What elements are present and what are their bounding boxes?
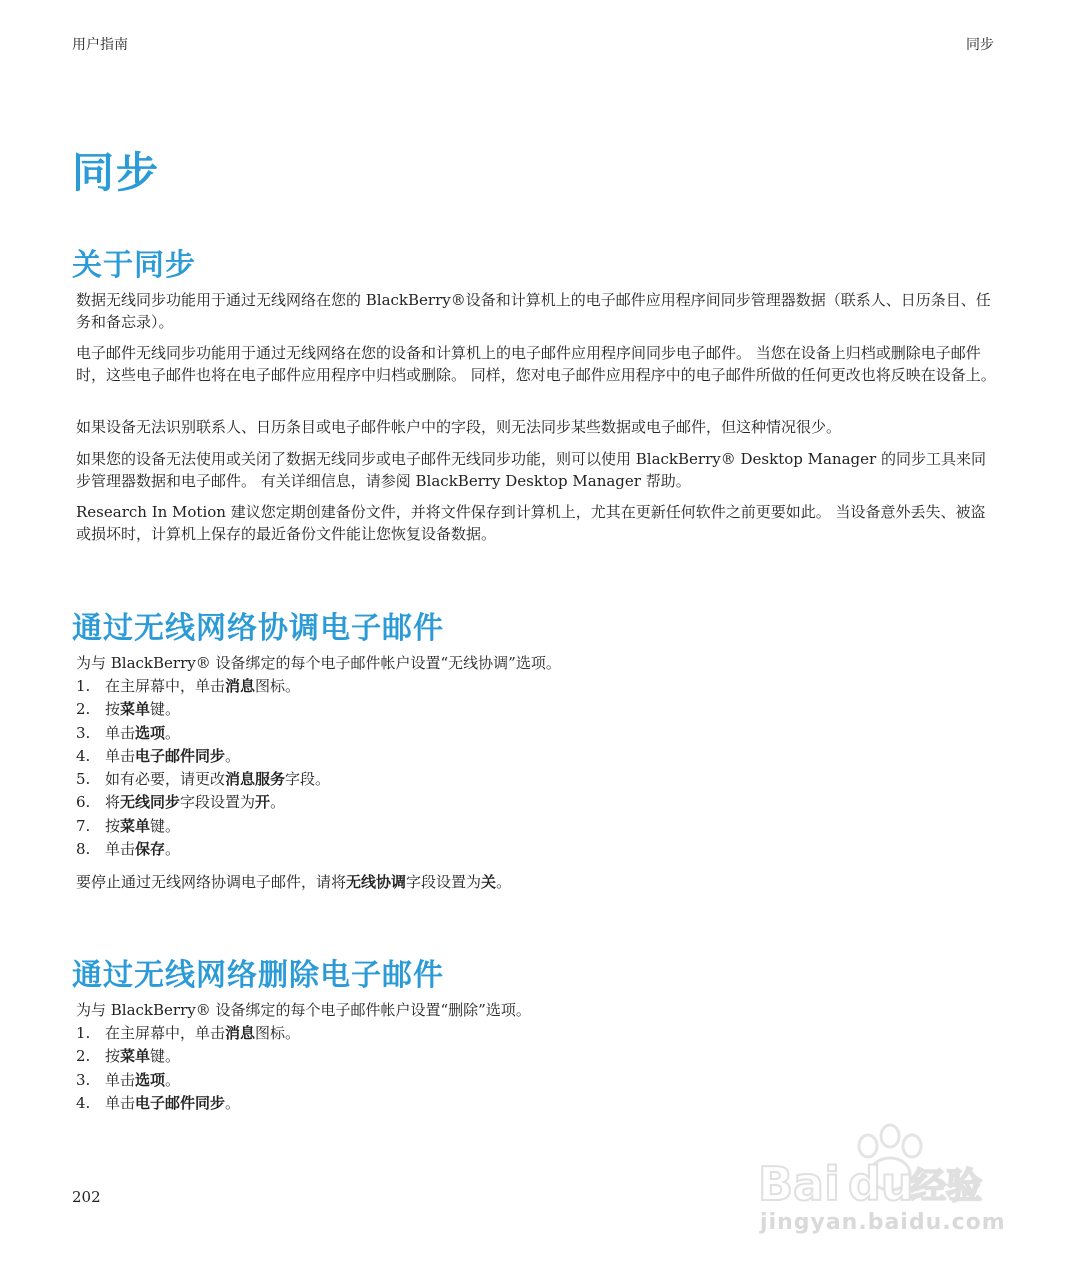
- watermark-url: jingyan.baidu.com: [760, 1210, 1006, 1235]
- list-item: 8. 单击保存。: [76, 840, 181, 859]
- list-item: 1. 在主屏幕中，单击消息图标。: [76, 1024, 301, 1042]
- list-item: 3. 单击选项。: [76, 723, 181, 742]
- list-item: 4. 单击电子邮件同步。: [76, 746, 241, 765]
- paragraph: 数据无线同步功能用于通过无线网络在您的 BlackBerry®设备和计算机上的电子邮件应用程序间同步管理器数据（联系人、日历条目、任务和备忘录）。: [76, 291, 991, 331]
- list-item: 6. 将无线同步字段设置为开。: [76, 793, 286, 812]
- list-item: 7. 按菜单键。: [76, 816, 181, 835]
- svg-text:Bai: Bai: [758, 1157, 840, 1211]
- running-header-guide: 用户指南: [72, 37, 128, 53]
- section-note: 要停止通过无线网络协调电子邮件，请将无线协调字段设置为关。: [76, 873, 512, 891]
- section-heading-about-sync: 关于同步: [72, 248, 196, 283]
- svg-text:du: du: [848, 1157, 914, 1211]
- list-item: 1. 在主屏幕中，单击消息图标。: [76, 677, 301, 695]
- paragraph: 电子邮件无线同步功能用于通过无线网络在您的设备和计算机上的电子邮件应用程序间同步电子邮件。 当您在设备上归档或删除电子邮件时，这些电子邮件也将在电子邮件应用程序中归档或删除。 同样，您对电子邮件应用程序中的电子邮件所做的任何更改也将反映在设备上。: [76, 344, 996, 384]
- section-intro: 为与 BlackBerry® 设备绑定的每个电子邮件帐户设置“无线协调”选项。: [76, 654, 561, 672]
- running-header-chapter: 同步: [966, 37, 994, 53]
- section-intro: 为与 BlackBerry® 设备绑定的每个电子邮件帐户设置“删除”选项。: [76, 1001, 531, 1019]
- steps-list: [76, 1022, 300, 1115]
- paragraph: Research In Motion 建议您定期创建备份文件，并将文件保存到计算机上，尤其在更新任何软件之前更要如此。 当设备意外丢失、被盗或损坏时，计算机上保存的最近备份文件能让您恢复设备数据。: [76, 503, 986, 543]
- page-title: 同步: [72, 148, 161, 197]
- svg-text:经验: 经验: [910, 1166, 983, 1207]
- list-item: 2. 按菜单键。: [76, 1047, 181, 1066]
- steps-list: [76, 675, 330, 861]
- paragraph: 如果设备无法识别联系人、日历条目或电子邮件帐户中的字段，则无法同步某些数据或电子邮件，但这种情况很少。: [76, 418, 842, 436]
- section-heading-reconcile: 通过无线网络协调电子邮件: [72, 611, 444, 646]
- section-heading-delete: 通过无线网络删除电子邮件: [72, 958, 444, 993]
- page-number: 202: [72, 1188, 101, 1206]
- list-item: 5. 如有必要，请更改消息服务字段。: [76, 770, 331, 789]
- list-item: 2. 按菜单键。: [76, 700, 181, 719]
- paragraph: 如果您的设备无法使用或关闭了数据无线同步或电子邮件无线同步功能，则可以使用 BlackBerry® Desktop Manager 的同步工具来同步管理器数据和电子邮件。 有关详细信息，请参阅 BlackBerry Desktop Manager 帮助。: [76, 450, 986, 490]
- list-item: 4. 单击电子邮件同步。: [76, 1093, 241, 1112]
- list-item: 3. 单击选项。: [76, 1070, 181, 1089]
